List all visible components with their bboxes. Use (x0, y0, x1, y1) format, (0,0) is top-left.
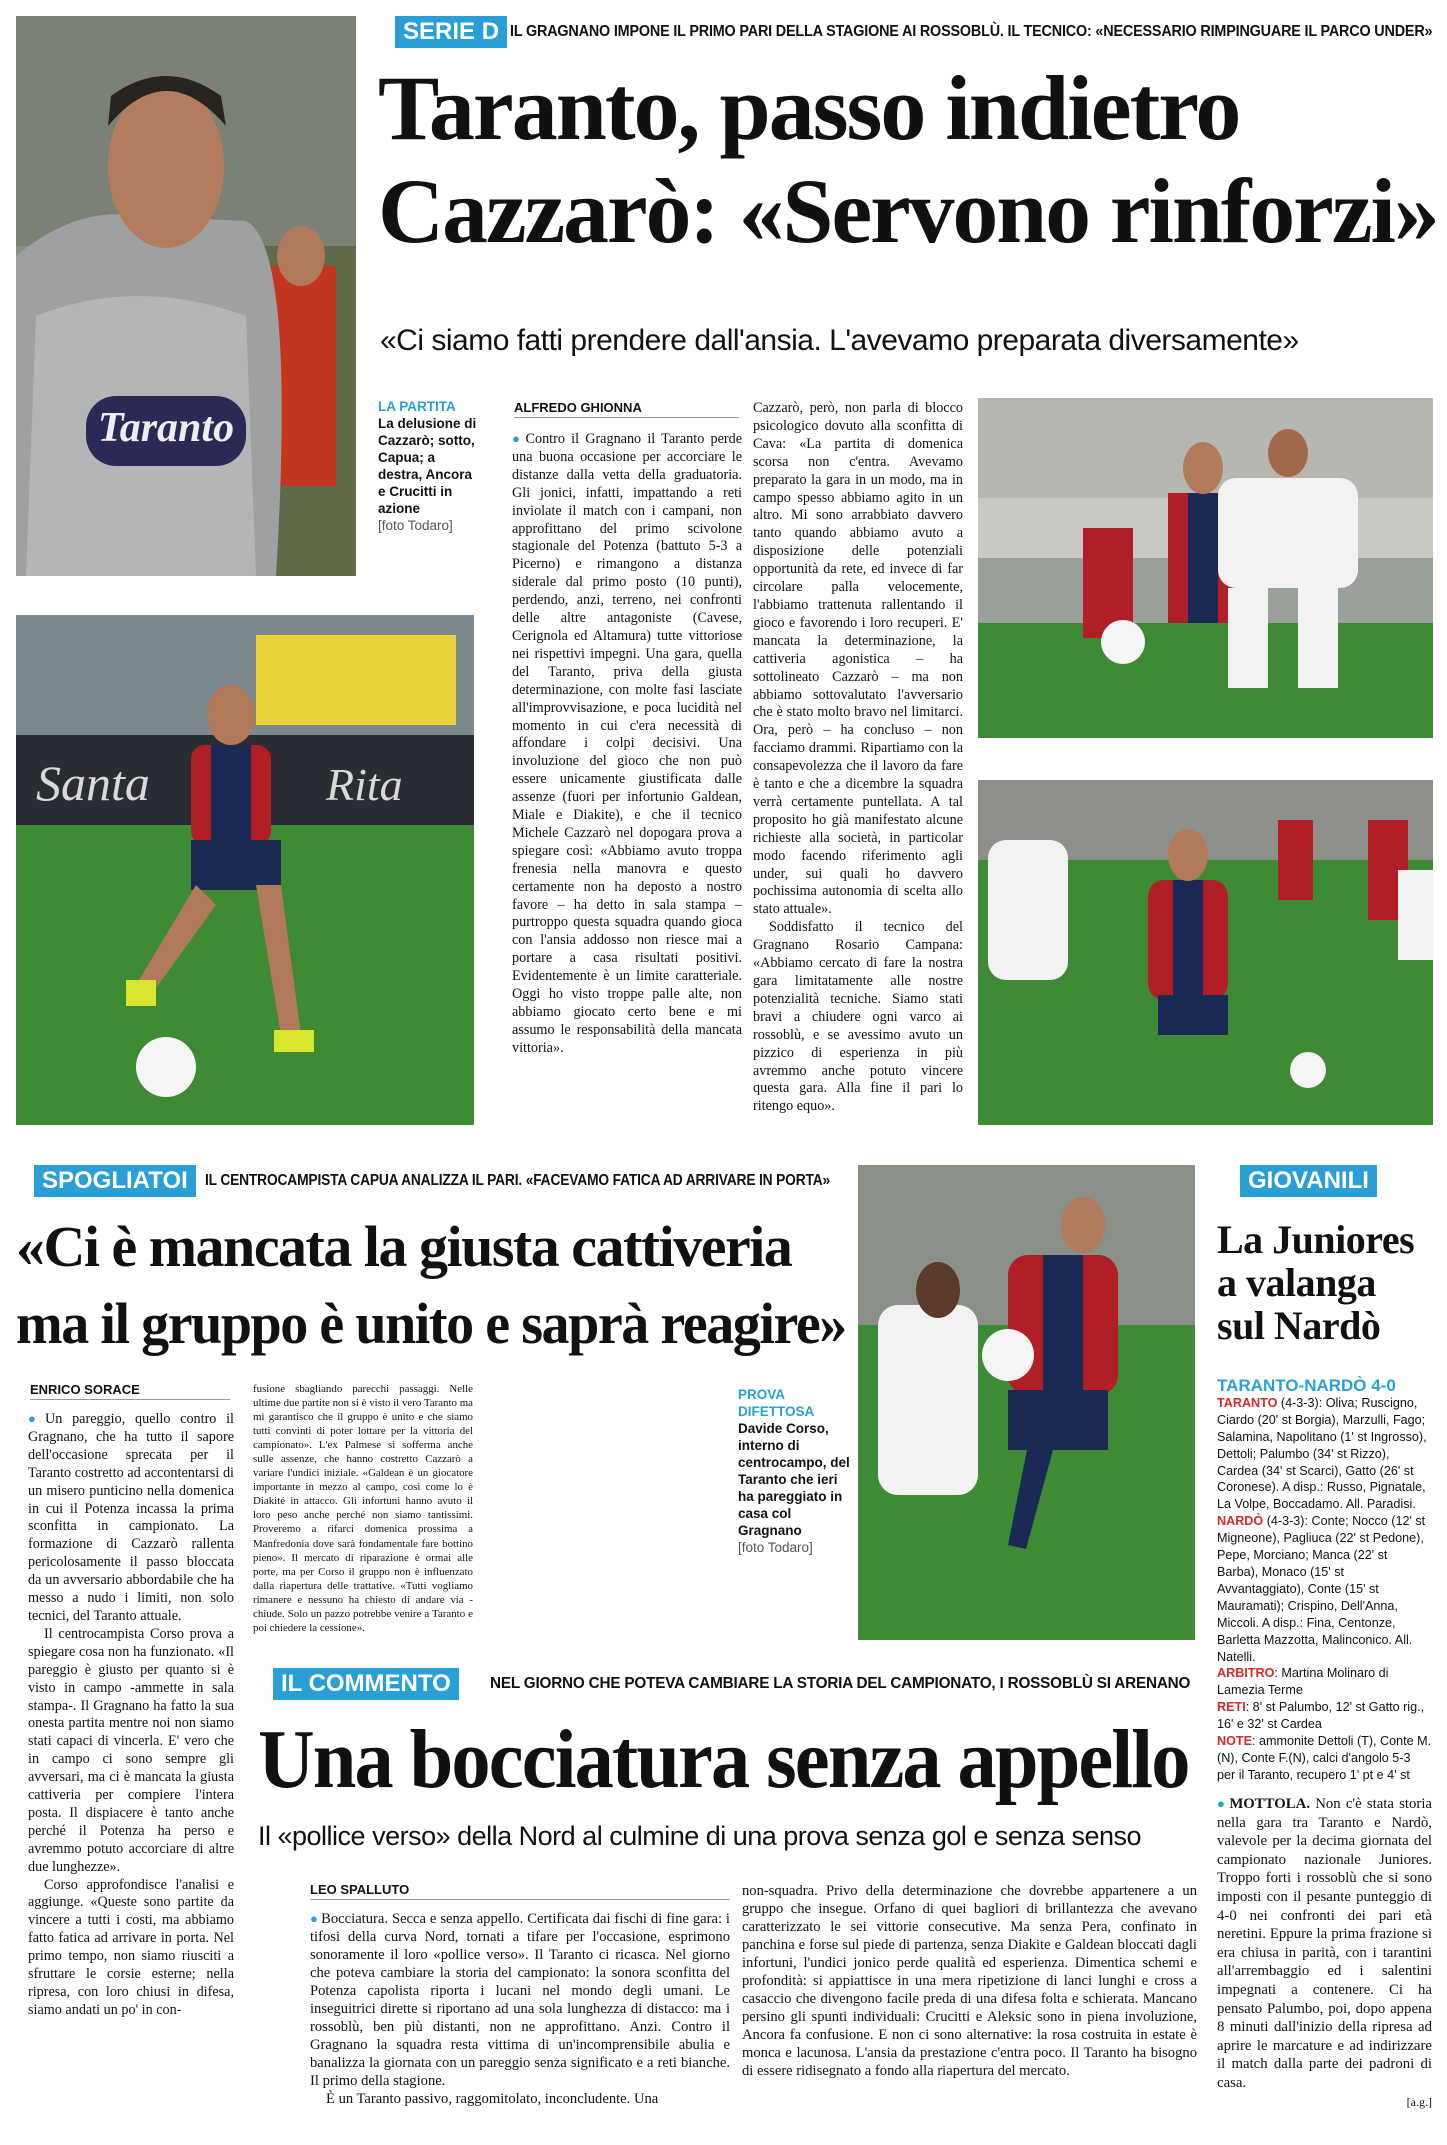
spogliatoi-col1c-text: Corso approfondisce l'analisi e aggiunge. «Queste sono partite da vincere a tutti i costi, ma abbiamo fatto fatica ad arrivare in porta. Nel primo tempo, non siamo riusciti a sfruttare le corsie esterne; nella ripresa, con loro chiusi in difesa, siamo andati un po' in con- (28, 1876, 234, 2018)
commento-col2-text: non-squadra. Privo della determinazione che dovrebbe appartenere a un gruppo che insegue. Orfano di quei bagliori di brillantezza che avevano caratterizzato le sei vittorie consecutive. Ma senza Pera, confinato in panchina e forse sul piede di partenza, senza Diakite e Galdean bloccati dagli infortuni, l'undici jonico perde qualità ed esperienza. Dimentica schemi e profondità: si appiattisce in una mera ripetizione di lanci lunghi e cross a casaccio che divengono facile preda di una difesa folta e schierata. Mancano persino gli spunti individuali: Crucitti e Aleksic sono in piena involuzione, Ancora fa confusione. E non ci sono alternative: la rosa costruita in estate è monca e lacunosa. L'ansia da prestazione c'entra poco. Il Taranto ha bisogno di essere ridisegnato a fondo alla riapertura del mercato. (742, 1883, 1197, 2079)
commento-col1 (310, 1910, 730, 2108)
spogliatoi-col2-body: fusione sbagliando parecchi passaggi. Nelle ultime due partite non si è visto il vero Taranto ma mi garantisco che il gruppo è unito e che siamo tutti convinti di poter lottare per la vittoria del campionato». L'ex Palmese si sofferma anche sulle assenze, che hanno costretto Cazzarò a variare l'undici iniziale. «Galdean è un giocatore importante in mezzo al campo, così come lo è Diakité in attacco. Gli infortuni hanno avuto il loro peso anche perché non siamo tantissimi. Proveremo a rifarci domenica prossima a Manfredonia dove sarà fondamentale fare bottino pieno». Il mercato di riparazione è ormai alle porte, ma per Corso il gruppo non è influenzato dalla riapertura delle trattative. «Tutti vogliamo rimanere e nessuno ha chiesto di andare via -chiude. Solo un pazzo potrebbe venire a Taranto e poi chiedere la cessione». (253, 1383, 473, 1634)
photo-player-kick (16, 615, 474, 1125)
spogliatoi-caption-credit: [foto Todaro] (738, 1540, 813, 1555)
giovanili-headline: La Juniores a valanga sul Nardò (1217, 1217, 1415, 1349)
top-caption-text: La delusione di Cazzarò; sotto, Capua; a destra, Ancora e Crucitti in azione (378, 416, 477, 516)
bullet-dot-icon: ● (310, 1911, 319, 1926)
top-headline-line2: Cazzarò: «Servono rinforzi» (378, 160, 1438, 262)
top-headline-line1: Taranto, passo indietro (378, 57, 1240, 159)
photo-corso (858, 1165, 1195, 1640)
top-caption-credit: [foto Todaro] (378, 518, 453, 533)
bullet-dot-icon: ● (512, 431, 523, 446)
section-tag-serie-d: SERIE D (395, 16, 507, 48)
top-col2b-text: Soddisfatto il tecnico del Gragnano Rosario Campana: «Abbiamo cercato di fare la nostra gara limitatamente alle nostre potenzialità tecniche. Siamo stati bravi a chiudere ogni varco ai rossoblù, e se avessimo avuto un pizzico di esperienza in più avremmo anche potuto vincere questa gara. Alla fine il pari lo ritengo equo». (753, 919, 963, 1115)
svg-text:Santa: Santa (36, 755, 150, 811)
spogliatoi-col1b-text: Il centrocampista Corso prova a spiegare cosa non ha funzionato. «Il pareggio è giusto per quanto si è visto in campo -ammette in sala stampa-. Il Gragnano ha fatto la sua onesta partita mentre noi non siamo stati capaci di vincerla. E' vero che in campo ci sono sempre gli avversari, ma ci è mancata la giusta cattiveria per compiere l'intera posta. Il dispiacere è tanto anche perché il Potenza ha perso e avremmo potuto accorciare di altre due lunghezze». (28, 1625, 234, 1875)
top-kicker: IL GRAGNANO IMPONE IL PRIMO PARI DELLA STAGIONE AI ROSSOBLÙ. IL TECNICO: «NECESSARIO RIMPINGUARE IL PARCO UNDER» (510, 23, 1433, 40)
top-article-col2 (753, 400, 963, 1116)
commento-col1b-text: È un Taranto passivo, raggomitolato, inconcludente. Una (326, 2091, 659, 2107)
photo-coach (16, 16, 356, 576)
section-tag-commento: IL COMMENTO (273, 1668, 459, 1700)
giovanili-box-title: TARANTO-NARDÒ 4-0 (1217, 1376, 1396, 1395)
spogliatoi-caption-text: Davide Corso, interno di centrocampo, del Taranto che ieri ha pareggiato in casa col Gragnano (738, 1421, 850, 1538)
svg-text:Taranto: Taranto (97, 405, 235, 451)
commento-kicker: NEL GIORNO CHE POTEVA CAMBIARE LA STORIA DEL CAMPIONATO, I ROSSOBLÙ SI ARENANO (490, 1675, 1191, 1692)
arbitro-label: ARBITRO (1217, 1666, 1275, 1681)
taranto-lineup: (4-3-3): Oliva; Ruscigno, Ciardo (20' st Borgia), Marzulli, Fago; Salamina, Napolitano (1' st Ingrosso), Dettoli; Palumbo (34' st Rizzo), Cardea (34' st Scarci), Gatto (26' st Coronese). A disp.: Russo, Pignatale, La Volpe, Boccadamo. All. Paradisi. (1217, 1395, 1427, 1512)
spogliatoi-col1-text: Un pareggio, quello contro il Gragnano, che ha tutto il sapore dell'occasione sprecata per il Taranto costretto ad accontentarsi di un misero punticino nella domenica in cui il Potenza incassa la prima sconfitta in campionato. La formazione di Cazzarò rallenta pericolosamente il passo bloccata da un avversario abbordabile che ha messo a nudo i limiti, non solo tecnici, del Taranto attuale. (28, 1411, 234, 1624)
svg-text:Rita: Rita (326, 759, 403, 810)
giovanili-signature: [a.g.] (1406, 2094, 1432, 2109)
top-byline: ALFREDO GHIONNA (514, 400, 739, 418)
reti-label: RETI (1217, 1700, 1246, 1715)
nardo-label: NARDÒ (1217, 1514, 1264, 1529)
section-tag-spogliatoi: SPOGLIATOI (34, 1165, 196, 1197)
photo-dribbling (978, 780, 1433, 1125)
note-text: : ammonite Dettoli (T), Conte M. (N), Conte F.(N), calci d'angolo 5-3 per il Taranto, recupero 1' pt e 4' st (1217, 1734, 1432, 1782)
top-article-col1 (512, 430, 742, 1058)
spogliatoi-caption-title: PROVA DIFETTOSA (738, 1387, 815, 1419)
spogliatoi-headline-line2: ma il gruppo è unito e saprà reagire» (16, 1291, 846, 1356)
commento-subhead: Il «pollice verso» della Nord al culmine di una prova senza gol e senza senso (258, 1821, 1142, 1851)
commento-col1-text: Bocciatura. Secca e senza appello. Certificata dai fischi di fine gara: i tifosi della curva Nord, tornati a tifare per l'occasione, esprimono sonoramente il loro «pollice verso». Il Taranto ci ricasca. Nel giorno che poteva cambiare la storia del campionato: la sonora sconfitta del Potenza capolista riporta i lucani nel mondo degli umani. Le inseguitrici dirette si riportano ad una sola lunghezza di distacco: ma i rossoblù, ben più distanti, non ne approfittano. Anzi. Contro il Gragnano la squadra resta vittima di un'incomprensibile abulia e banalizza la giornata con un pareggio senza significato e a reti bianche. Il primo della stagione. (310, 1911, 730, 2089)
section-tag-giovanili: GIOVANILI (1240, 1165, 1377, 1197)
reti-text: : 8' st Palumbo, 12' st Gatto rig., 16' e 32' st Cardea (1217, 1700, 1425, 1732)
giovanili-article (1217, 1795, 1432, 2111)
top-caption-title: LA PARTITA (378, 399, 456, 414)
spogliatoi-col1 (28, 1410, 234, 2020)
arbitro-text: : Martina Molinaro di Lamezia Terme (1217, 1666, 1389, 1698)
spogliatoi-headline-line1: «Ci è mancata la giusta cattiveria (16, 1214, 792, 1279)
top-col1-text: Contro il Gragnano il Taranto perde una buona occasione per accorciare le distanze dalla vetta della graduatoria. Gli jonici, infatti, impattando a reti inviolate il match con i campani, non approfittano del primo scivolone stagionale del Potenza (battuto 5-3 a Picerno) e rimangono a distanza siderale dal primo posto (10 punti), perdendo, anzi, terreno, nei confronti delle altre antagoniste (Cavese, Cerignola ed Altamura) tutte vittoriose nei rispettivi impegni. Una gara, quella del Taranto, priva della giusta determinazione, con molte fasi lasciate all'improvvisazione, e poca lucidità nel momento in cui c'era necessità di affondare i colpi decisivi. Una involuzione del gioco che non può essere unicamente giustificata dalle assenze (fuori per infortunio Galdean, Miale e Diakite), e che il tecnico Michele Cazzarò nel dopogara prova a spiegare così: «Abbiamo avuto troppa frenesia nella manovra e questo certamente non ha deposto a nostro favore – ha detto in sala stampa – purtroppo questa squadra quando gioca con l'ansia addosso non riesce mai a portare a casa risultati positivi. Evidentemente è un limite caratteriale. Oggi ho visto troppe palle alte, non abbiamo giocato certo bene e mi assumo le responsabilità della mancata vittoria». (512, 431, 742, 1056)
nardo-lineup: (4-3-3): Conte; Nocco (12' st Migneone), Pagliuca (22' st Pedone), Pepe, Morciano; Manca (22' st Barba), Monaco (15' st Avvantaggiato), Conte (15' st Mauramati); Crispino, Dell'Anna, Miccoli. A disp.: Fina, Centonze, Barletta Mazzotta, Malinconico. All. Natelli. (1217, 1514, 1426, 1664)
taranto-label: TARANTO (1217, 1395, 1278, 1410)
commento-byline: LEO SPALLUTO (310, 1882, 730, 1900)
bullet-dot-icon: ● (1217, 1796, 1227, 1811)
bullet-dot-icon: ● (28, 1411, 43, 1426)
note-label: NOTE (1217, 1734, 1252, 1749)
spogliatoi-kicker: IL CENTROCAMPISTA CAPUA ANALIZZA IL PARI. «FACEVAMO FATICA AD ARRIVARE IN PORTA» (205, 1172, 831, 1189)
commento-col2 (742, 1882, 1197, 2080)
photo-heading-duel (978, 398, 1433, 738)
giovanili-article-text: Non c'è stata storia nella gara tra Taranto e Nardò, valevole per la decima giornata del campionato nazionale Juniores. Troppo forti i rossoblù che si sono imposti con il pesante punteggio di 4-0 nei confronti dei pari età neretini. Eppure la prima frazione si era chiusa in parità, con i tarantini all'arrembaggio ed i salentini impegnati a contenere. Ci ha pensato Palumbo, poi, dopo appena 8 minuti dall'inizio della ripresa ad aprire le marcature e ad indirizzare il match dalla parte dei padroni di casa. (1217, 1796, 1432, 2091)
spogliatoi-col2-text (253, 1382, 473, 1635)
spogliatoi-caption (738, 1386, 853, 1556)
top-col2a-text: Cazzarò, però, non parla di blocco psicologico dovuto alla sconfitta di Cava: «La partita di domenica scorsa non c'entra. Avevamo preparato la gara in un modo, ma in campo spesso abbiamo agito in un altro. Mi sono arrabbiato davvero tanto quando abbiamo avuto a disposizione delle potenziali opportunità da rete, ed invece di far circolare palla velocemente, l'abbiamo trattenuta rallentando il gioco e favorendo i loro recuperi. E' mancata la determinazione, la cattiveria agonistica – ha sottolineato Cazzarò – ma non abbiamo sottovalutato l'avversario che è stato molto bravo nel limitarci. Ora, però – ha concluso – non facciamo drammi. Ripartiamo con la consapevolezza che il lavoro da fare è tanto e che a dicembre la squadra verrà certamente puntellata. A tal proposito ho già manifestato alcune richieste alla società, in particolar modo facendo riferimento agli under, sui quali ho davvero pochissima autonomia di scelta allo stato attuale». (753, 400, 963, 918)
spogliatoi-byline: ENRICO SORACE (30, 1382, 230, 1400)
top-caption (378, 398, 478, 534)
top-subhead: «Ci siamo fatti prendere dall'ansia. L'avevamo preparata diversamente» (380, 324, 1299, 357)
giovanili-box (1217, 1378, 1432, 1784)
spogliatoi-col2 (253, 1382, 473, 1635)
giovanili-lead: MOTTOLA. (1229, 1796, 1311, 1812)
commento-headline: Una bocciatura senza appello (258, 1713, 1189, 1806)
